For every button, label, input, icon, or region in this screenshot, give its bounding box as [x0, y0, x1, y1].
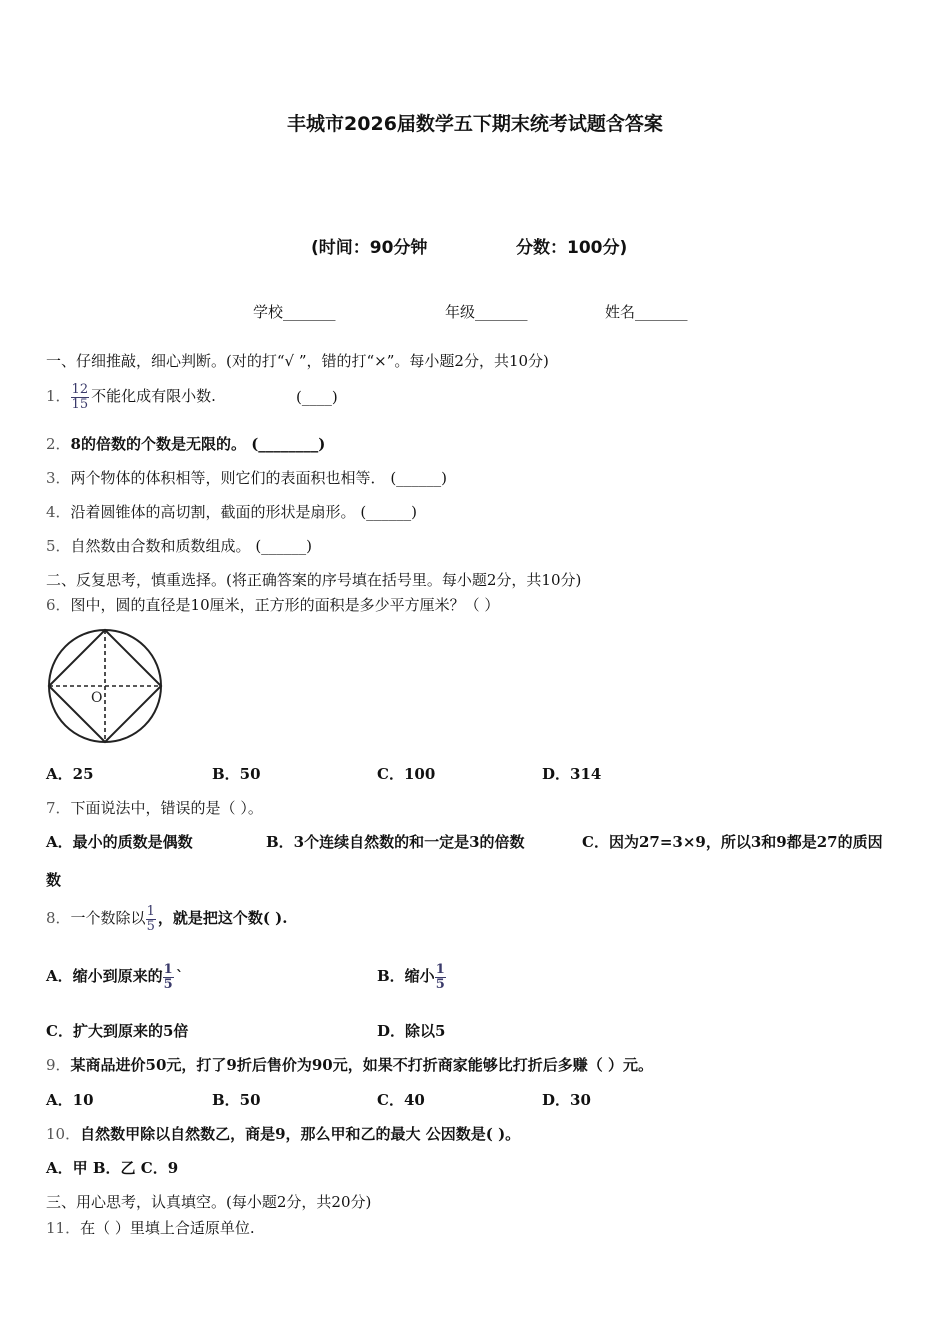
question-11: 11．在（ ）里填上合适原单位. — [46, 1219, 255, 1237]
option-d: D．314 — [542, 765, 602, 783]
option-a: A．缩小到原来的 $\frac{1}{5}$ ` — [46, 961, 184, 992]
name-field: 姓名_______ — [605, 303, 688, 321]
question-6: 6．图中，圆的直径是10厘米，正方形的面积是多少平方厘米？（ ） — [46, 596, 500, 614]
option-c: C．因为27=3×9，所以3和9都是27的质因 — [582, 833, 883, 851]
question-5: 5．自然数由合数和质数组成。 (______) — [46, 537, 313, 555]
question-7: 7．下面说法中，错误的是（ ）。 — [46, 799, 263, 817]
option-d: D．除以5 — [377, 1022, 446, 1040]
option-c: C．100 — [377, 765, 436, 783]
option-b: B．50 — [212, 765, 261, 783]
option-c: C．40 — [377, 1091, 425, 1109]
score-label: 分数：100分) — [516, 238, 628, 258]
fraction-1-5: $\frac{1}{5}$ — [163, 961, 173, 992]
school-field: 学校_______ — [253, 303, 336, 321]
option-b: B．50 — [212, 1091, 261, 1109]
question-text: 不能化成有限小数. — [91, 387, 216, 405]
grade-field: 年级_______ — [445, 303, 528, 321]
question-9: 9．某商品进价50元，打了9折后售价为90元，如果不打折商家能够比打折后多赚（ ）元。 — [46, 1056, 653, 1074]
center-label: O — [91, 690, 103, 706]
section-2-heading: 二、反复思考，慎重选择。(将正确答案的序号填在括号里。每小题2分，共10分) — [46, 571, 582, 589]
question-8: 8．一个数除以 $\frac{1}{5}$ ，就是把这个数( ). — [46, 903, 288, 934]
option-a: A．10 — [46, 1091, 94, 1109]
time-label: (时间：90分钟 — [311, 238, 428, 258]
question-3: 3．两个物体的体积相等，则它们的表面积也相等． (______) — [46, 469, 448, 487]
question-10: 10．自然数甲除以自然数乙，商是9，那么甲和乙的最大 公因数是( )。 — [46, 1125, 521, 1143]
answer-blank: (____) — [296, 388, 338, 406]
option-b: B．3个连续自然数的和一定是3的倍数 — [266, 833, 525, 851]
question-2: 2．8的倍数的个数是无限的。 (________) — [46, 435, 326, 453]
fraction-1-5: $\frac{1}{5}$ — [146, 903, 155, 934]
question-number: 1． — [46, 387, 71, 405]
section-3-heading: 三、用心思考，认真填空。(每小题2分，共20分) — [46, 1193, 372, 1211]
section-1-heading: 一、仔细推敲，细心判断。(对的打“√ ”，错的打“×”。每小题2分，共10分) — [46, 352, 549, 370]
fraction-1-5: $\frac{1}{5}$ — [435, 961, 445, 992]
question-1 — [46, 378, 216, 414]
option-d: D．30 — [542, 1091, 591, 1109]
options: A．甲 B．乙 C．9 — [46, 1159, 179, 1177]
page-title: 丰城市2026届数学五下期末统考试题含答案 — [287, 113, 663, 135]
option-c: C．扩大到原来的5倍 — [46, 1022, 189, 1040]
option-a: A．最小的质数是偶数 — [46, 833, 193, 851]
question-4: 4．沿着圆锥体的高切割，截面的形状是扇形。 (______) — [46, 503, 418, 521]
circle-square-figure — [44, 628, 166, 748]
option-a: A．25 — [46, 765, 94, 783]
option-b: B．缩小 $\frac{1}{5}$ — [377, 961, 445, 992]
fraction-12-15: $\frac{12}{15}$ — [71, 381, 89, 412]
option-c-continued: 数 — [46, 871, 62, 889]
